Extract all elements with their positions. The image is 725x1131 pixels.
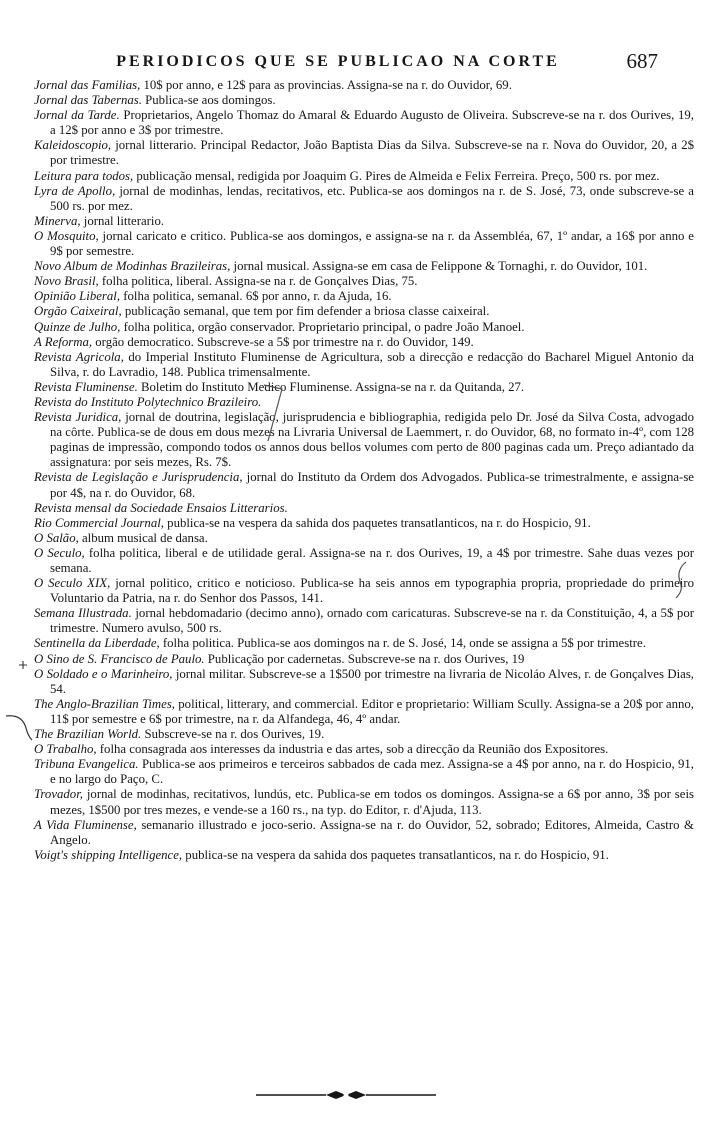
periodical-description: folha politica, liberal e de utilidade geral. Assigna-se na r. dos Ourives, 19, a 4$ por trimestre. Sahe duas vezes por semana. xyxy=(50,545,694,575)
periodical-title: Voigt's shipping Intelligence, xyxy=(34,847,183,862)
periodical-title: O Seculo XIX, xyxy=(34,576,111,591)
periodical-title: Kaleidoscopio, xyxy=(34,138,112,153)
pencil-mark-cross xyxy=(18,660,28,670)
periodical-title: Tribuna Evangelica. xyxy=(34,757,139,772)
periodical-title: Trovador, xyxy=(34,787,83,802)
periodical-title: The Anglo-Brazilian Times, xyxy=(34,696,176,711)
periodical-description: do Imperial Instituto Fluminense de Agricultura, sob a direcção e redacção do Bacharel Miguel Antonio da Silva, r. do Lavradio, 148. Publica trimensalmente. xyxy=(50,349,694,379)
periodical-title: O Trabalho, xyxy=(34,742,97,757)
periodical-description: folha politica, liberal. Assigna-se na r. de Gonçalves Dias, 75. xyxy=(98,274,418,289)
periodical-title: The Brazilian World. xyxy=(34,727,142,742)
periodical-description: publicação semanal, que tem por fim defender a briosa classe caixeiral. xyxy=(121,304,490,319)
periodical-entry xyxy=(34,229,694,259)
periodical-entry xyxy=(34,787,694,817)
periodical-title: O Seculo, xyxy=(34,545,85,560)
page-title: PERIODICOS QUE SE PUBLICAO NA CORTE xyxy=(116,53,560,70)
periodical-description: Publica-se aos domingos. xyxy=(141,93,276,108)
periodical-description: Publica-se aos primeiros e terceiros sabbados de cada mez. Assigna-se a 4$ por anno, na r. do Hospicio, 91, e no largo do Paço, C. xyxy=(50,757,695,787)
periodical-description: jornal de doutrina, legislação, jurisprudencia e bibliographia, redigida pelo Dr. José da Silva Costa, advogado na côrte. Publica-se de dous em dous mezes na Livraria Universal de Laemmert, r. do Ouvidor, 68, no formato in-4º, com 128 paginas de impressão, compondo todos os annos dous bellos volumes com perto de 800 paginas cada um. Preço adiantado da assignatura: por seis mezes, Rs. 7$. xyxy=(50,410,694,470)
pencil-mark-hook xyxy=(672,560,692,600)
periodical-title: Revista Juridica, xyxy=(34,410,122,425)
periodicals-list xyxy=(34,78,694,863)
periodical-entry xyxy=(34,667,694,697)
periodical-title: Revista de Legislação e Jurisprudencia, xyxy=(34,470,243,485)
periodical-entry xyxy=(34,320,694,335)
periodical-entry xyxy=(34,652,694,667)
periodical-entry xyxy=(34,742,694,757)
periodical-title: Revista Agricola, xyxy=(34,349,124,364)
periodical-title: O Mosquito, xyxy=(34,228,99,243)
periodical-entry xyxy=(34,516,694,531)
periodical-description: orgão democratico. Subscreve-se a 5$ por trimestre na r. do Ouvidor, 149. xyxy=(92,334,474,349)
periodical-description: album musical de dansa. xyxy=(78,530,208,545)
periodical-title: Opinião Liberal, xyxy=(34,289,121,304)
periodical-title: Minerva, xyxy=(34,213,81,228)
periodical-description: political, litterary, and commercial. Editor e proprietario: William Scully. Assigna-se a 20$ por anno, 11$ por semestre e 6$ por trimestre, na r. da Alfandega, 46, 4º andar. xyxy=(50,696,694,726)
periodical-entry xyxy=(34,697,694,727)
periodical-title: Revista mensal da Sociedade Ensaios Litterarios. xyxy=(34,500,288,515)
periodical-description: 10$ por anno, e 12$ para as provincias. Assigna-se na r. do Ouvidor, 69. xyxy=(140,78,512,92)
periodical-entry xyxy=(34,818,694,848)
periodical-title: Lyra de Apollo, xyxy=(34,183,116,198)
periodical-entry xyxy=(34,108,694,138)
periodical-description: jornal caricato e critico. Publica-se aos domingos, e assigna-se na r. da Assembléa, 67, 1º andar, a 16$ por anno e 9$ por semestre. xyxy=(50,228,694,259)
periodical-entry xyxy=(34,380,694,395)
periodical-title: Novo Album de Modinhas Brazileiras, xyxy=(34,259,231,274)
periodical-entry xyxy=(34,138,694,168)
periodical-title: Novo Brasil, xyxy=(34,274,99,289)
periodical-entry xyxy=(34,304,694,319)
periodical-description: jornal musical. Assigna-se em casa de Felippone & Tornaghi, r. do Ouvidor, 101. xyxy=(230,259,648,274)
periodical-description: jornal de modinhas, recitativos, lundús, etc. Publica-se em todos os domingos. Assigna-se a 6$ por anno, 3$ por seis mezes, 1$500 por tres mezes, e vende-se a 160 rs., na typ. do Editor, r. d'Ajuda, 113. xyxy=(50,787,694,817)
periodical-entry xyxy=(34,169,694,184)
periodical-entry xyxy=(34,757,694,787)
periodical-description: jornal litterario. Principal Redactor, João Baptista Dias da Silva. Subscreve-se na r. Nova do Ouvidor, 20, a 2$ por trimestre. xyxy=(50,138,694,168)
periodical-entry xyxy=(34,214,694,229)
periodical-title: Jornal da Tarde. xyxy=(34,108,120,123)
pencil-mark-slash xyxy=(262,383,292,443)
page-header xyxy=(58,50,658,74)
periodical-title: Revista do Instituto Polytechnico Brazileiro. xyxy=(34,394,262,409)
periodical-description: Publicação por cadernetas. Subscreve-se na r. dos Ourives, 19 xyxy=(204,651,525,666)
periodical-entry xyxy=(34,576,694,606)
periodical-entry xyxy=(34,184,694,214)
periodical-title: Leitura para todos, xyxy=(34,168,134,183)
periodical-title: Jornal das Tabernas. xyxy=(34,93,142,108)
periodical-description: Proprietarios, Angelo Thomaz do Amaral & Eduardo Augusto de Oliveira. Subscreve-se na r. dos Ourives, 19, a 12$ por anno e 3$ por trimestre. xyxy=(50,108,695,138)
periodical-title: Revista Fluminense. xyxy=(34,379,138,394)
pencil-mark-bracket xyxy=(4,712,34,742)
periodical-description: folha consagrada aos interesses da industria e das artes, sob a direcção da Reunião dos Expositores. xyxy=(96,742,609,757)
periodical-entry xyxy=(34,78,694,93)
periodical-title: Orgão Caixeiral, xyxy=(34,304,122,319)
periodical-title: A Reforma, xyxy=(34,334,93,349)
periodical-entry xyxy=(34,848,694,863)
periodical-title: O Sino de S. Francisco de Paulo. xyxy=(34,651,205,666)
periodical-entry xyxy=(34,606,694,636)
periodical-description: jornal do Instituto da Ordem dos Advogados. Publica-se trimestralmente, e assigna-se por 4$, na r. do Ouvidor, 68. xyxy=(50,470,694,500)
periodical-title: O Soldado e o Marinheiro, xyxy=(34,666,173,681)
closing-ornament-rule xyxy=(256,1090,436,1100)
periodical-entry xyxy=(34,335,694,350)
periodical-title: O Salão, xyxy=(34,530,79,545)
periodical-description: folha politica. Publica-se aos domingos na r. de S. José, 14, onde se assigna a 5$ por trimestre. xyxy=(159,636,646,651)
periodical-entry xyxy=(34,531,694,546)
periodical-entry xyxy=(34,350,694,380)
periodical-entry xyxy=(34,636,694,651)
periodical-entry xyxy=(34,395,694,410)
periodical-title: Quinze de Julho, xyxy=(34,319,121,334)
periodical-description: publica-se na vespera da sahida dos paquetes transatlanticos, na r. do Hospicio, 91. xyxy=(163,515,591,530)
periodical-entry xyxy=(34,410,694,470)
periodical-entry xyxy=(34,470,694,500)
periodical-description: jornal militar. Subscreve-se a 1$500 por trimestre na livraria de Nicoláo Alves, r. de Gonçalves Dias, 54. xyxy=(50,666,694,696)
periodical-description: publica-se na vespera da sahida dos paquetes transatlanticos, na r. do Hospicio, 91. xyxy=(182,847,609,862)
periodical-title: Semana Illustrada. xyxy=(34,606,132,621)
periodical-title: Rio Commercial Journal, xyxy=(34,515,164,530)
periodical-entry xyxy=(34,259,694,274)
page-number: 687 xyxy=(626,49,658,73)
periodical-description: semanario illustrado e joco-serio. Assigna-se na r. do Ouvidor, 52, sobrado; Editores, Almeida, Castro & Angelo. xyxy=(50,817,694,847)
periodical-description: jornal de modinhas, lendas, recitativos, etc. Publica-se aos domingos na r. de S. José, 73, onde subscreve-se a 500 rs. por mez. xyxy=(50,183,694,213)
periodical-description: jornal politico, critico e noticioso. Publica-se ha seis annos em typographia propria, propriedade do primeiro Voluntario da Patria, na r. do Senhor dos Passos, 141. xyxy=(50,576,694,606)
periodical-title: A Vida Fluminense, xyxy=(34,817,137,832)
periodical-entry xyxy=(34,546,694,576)
periodical-entry xyxy=(34,727,694,742)
periodical-entry xyxy=(34,93,694,108)
periodical-entry xyxy=(34,274,694,289)
periodical-description: Boletim do Instituto Medico Fluminense. Assigna-se na r. da Quitanda, 27. xyxy=(137,379,525,394)
periodical-title: Sentinella da Liberdade, xyxy=(34,636,160,651)
periodical-entry xyxy=(34,501,694,516)
periodical-description: folha politica, orgão conservador. Proprietario principal, o padre João Manoel. xyxy=(120,319,525,334)
periodical-description: Subscreve-se na r. dos Ourives, 19. xyxy=(141,727,325,742)
periodical-entry xyxy=(34,289,694,304)
periodical-description: jornal hebdomadario (decimo anno), ornado com caricaturas. Subscreve-se na r. da Constituição, 4, a 5$ por trimestre. Numero avulso, 500 rs. xyxy=(50,606,694,636)
periodical-description: publicação mensal, redigida por Joaquim G. Pires de Almeida e Felix Ferreira. Preço, 500 rs. por mez. xyxy=(133,168,660,183)
periodical-title: Jornal das Familias, xyxy=(34,78,141,92)
periodical-description: jornal litterario. xyxy=(80,213,165,228)
periodical-description: folha politica, semanal. 6$ por anno, r. da Ajuda, 16. xyxy=(120,289,392,304)
